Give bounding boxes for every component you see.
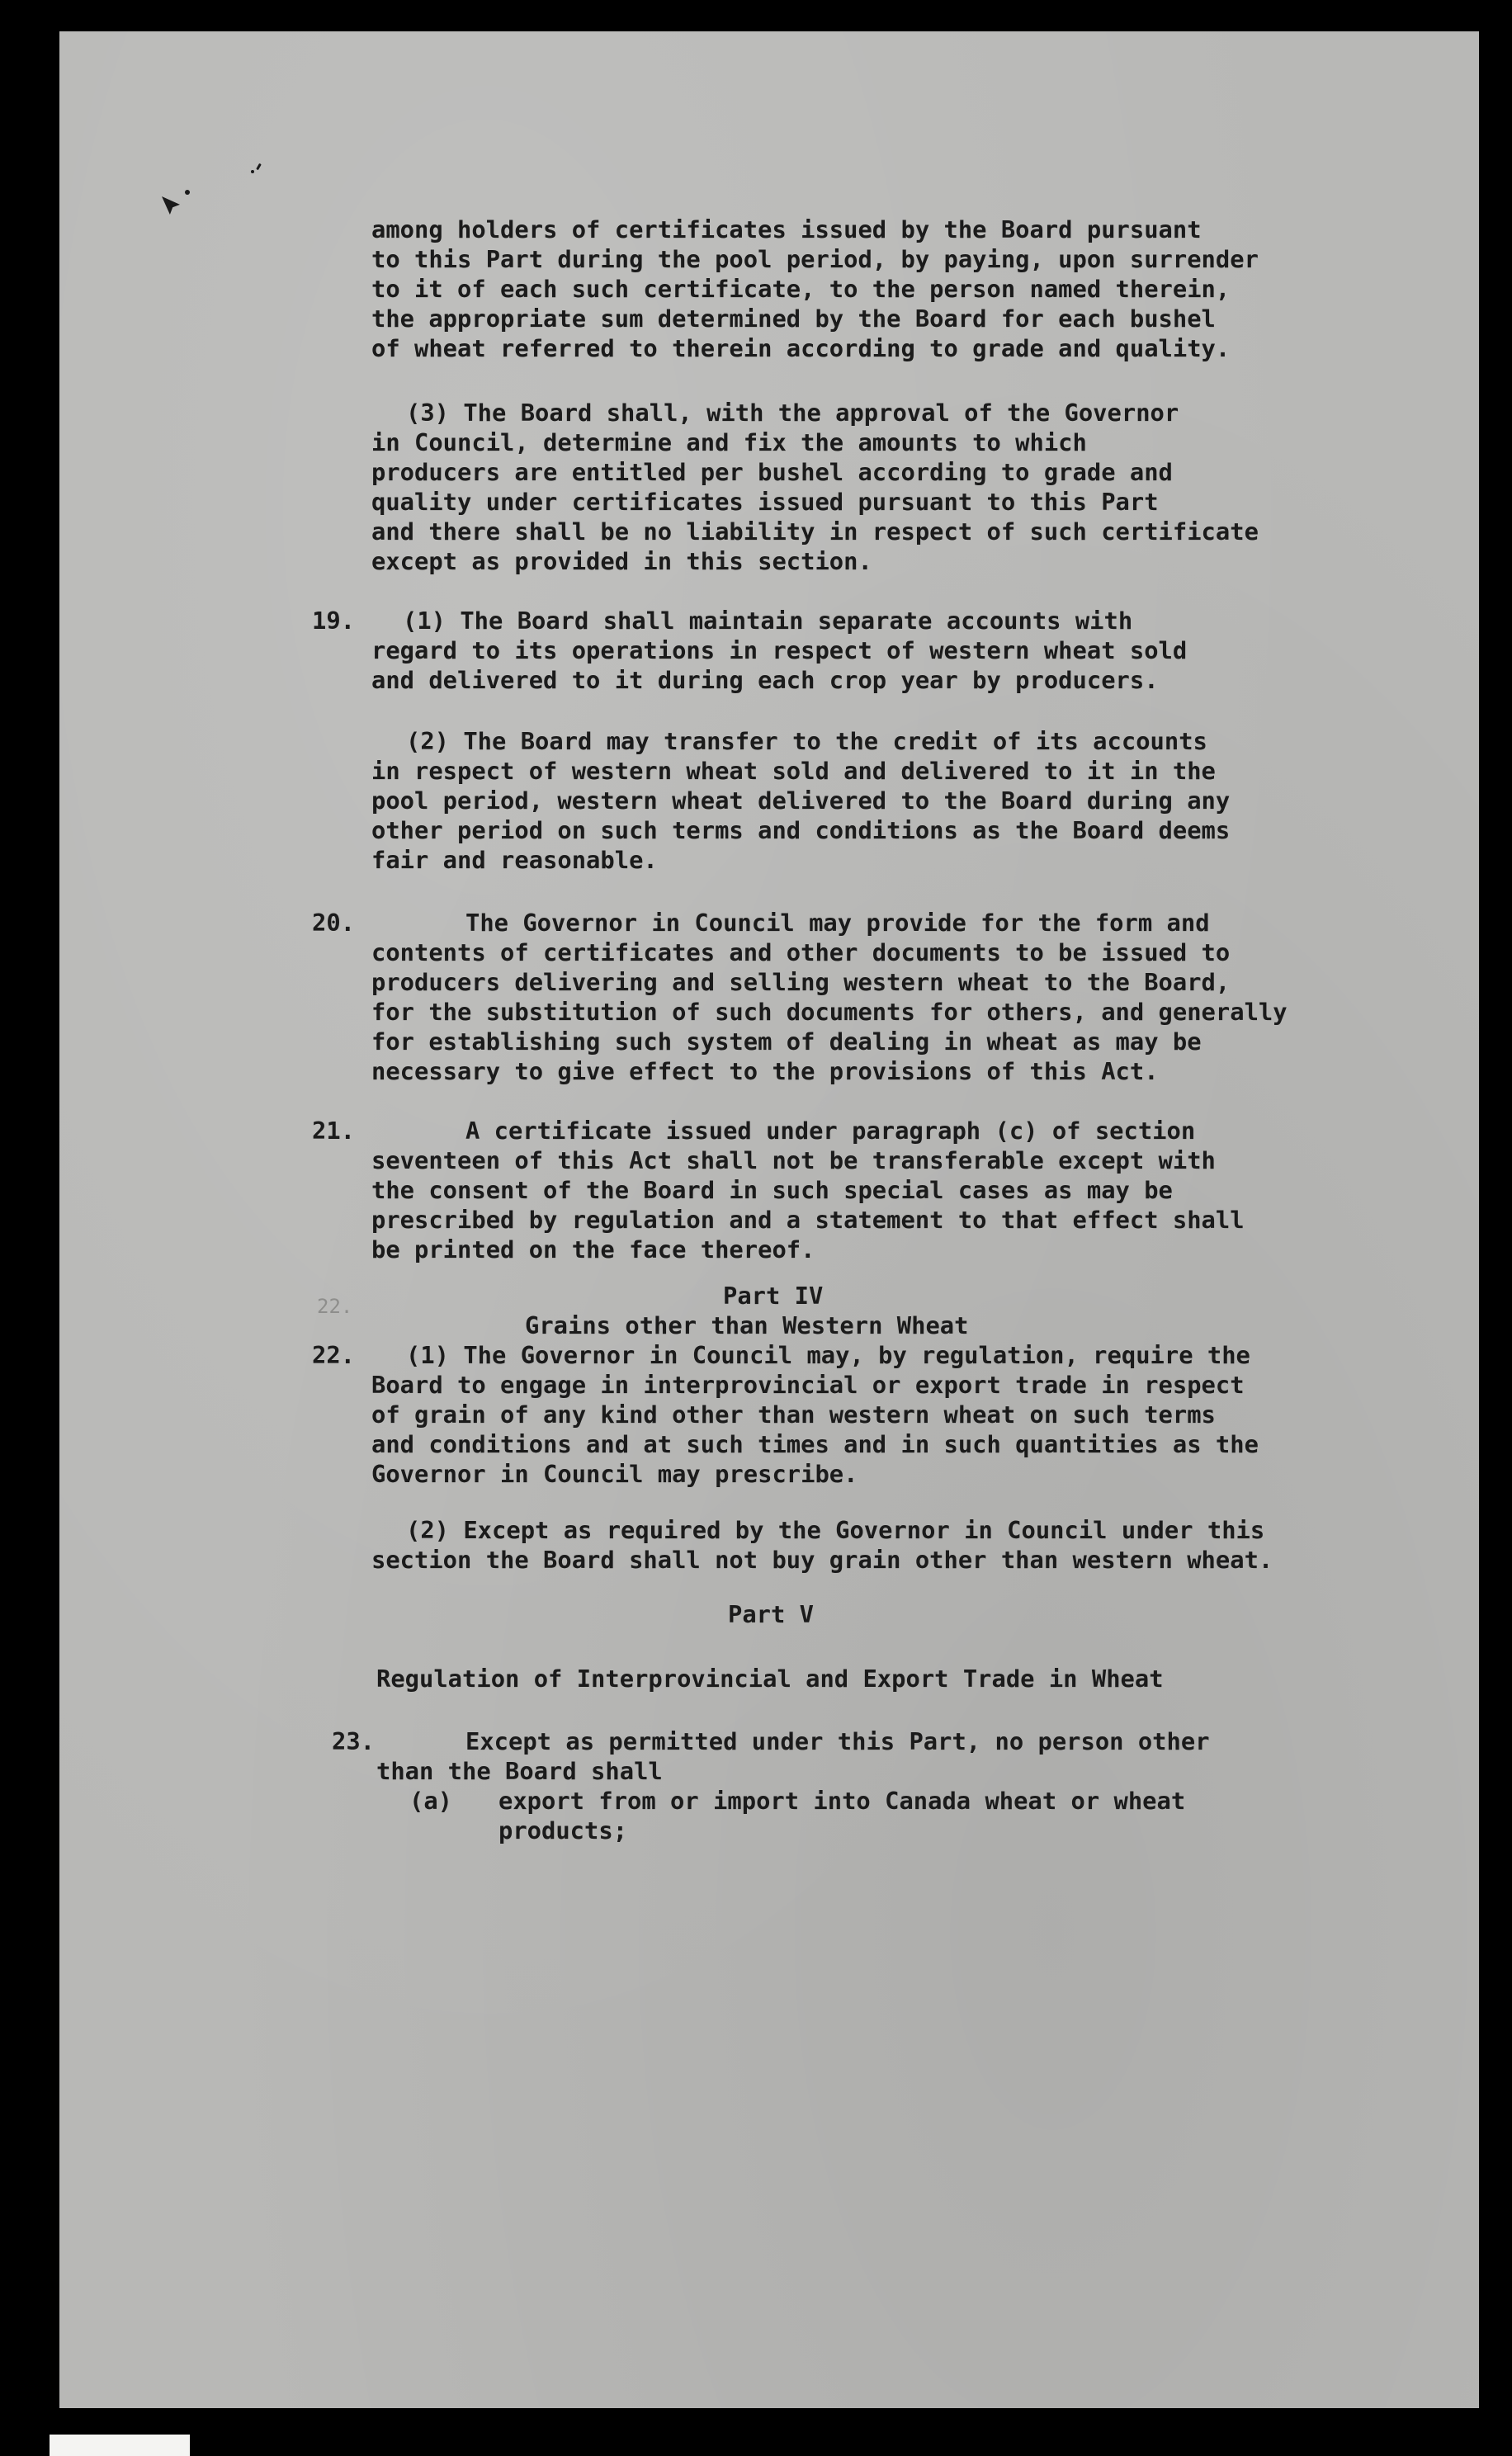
text-line: of wheat referred to therein according to grade and quality.: [371, 334, 1231, 362]
text-line: contents of certificates and other documents to be issued to: [371, 938, 1231, 966]
text-line: pool period, western wheat delivered to the Board during any: [371, 786, 1231, 815]
text-line: products;: [498, 1816, 628, 1844]
scan-speck-icon: [185, 190, 190, 195]
text-line: regard to its operations in respect of western wheat sold: [371, 636, 1188, 664]
text-line: to it of each such certificate, to the person named therein,: [371, 275, 1231, 303]
text-line: Board to engage in interprovincial or export trade in respect: [371, 1371, 1245, 1399]
text-line: for the substitution of such documents for others, and generally: [371, 998, 1288, 1026]
text-line: section the Board shall not buy grain other than western wheat.: [371, 1546, 1273, 1574]
part-subheading: Regulation of Interprovincial and Export Trade in Wheat: [376, 1665, 1164, 1693]
text-line: (1) The Board shall maintain separate accounts with: [403, 607, 1133, 635]
section-number: 19.: [312, 607, 356, 635]
text-line: and conditions and at such times and in such quantities as the: [371, 1430, 1259, 1458]
text-line: to this Part during the pool period, by paying, upon surrender: [371, 245, 1259, 273]
text-line: The Governor in Council may provide for the form and: [465, 909, 1210, 937]
text-line: of grain of any kind other than western wheat on such terms: [371, 1400, 1216, 1429]
text-line: and delivered to it during each crop year by producers.: [371, 666, 1159, 694]
text-line: (2) The Board may transfer to the credit of its accounts: [406, 727, 1207, 755]
text-line: A certificate issued under paragraph (c) of section: [465, 1117, 1196, 1145]
text-line: than the Board shall: [376, 1757, 663, 1785]
text-line: Governor in Council may prescribe.: [371, 1460, 858, 1488]
film-label-tab: [50, 2435, 190, 2456]
scan-mark-icon: [162, 196, 180, 215]
text-line: (3) The Board shall, with the approval of the Governor: [406, 399, 1179, 427]
text-line: and there shall be no liability in respect of such certificate: [371, 517, 1259, 546]
text-line: Except as permitted under this Part, no person other: [465, 1727, 1210, 1755]
scan-speck-icon: [251, 170, 254, 173]
text-line: the appropriate sum determined by the Board for each bushel: [371, 305, 1216, 333]
part-heading: Part IV: [723, 1282, 824, 1310]
text-line: producers delivering and selling western wheat to the Board,: [371, 968, 1231, 996]
item-label: (a): [409, 1787, 453, 1815]
text-line: other period on such terms and conditions as the Board deems: [371, 816, 1231, 844]
text-line: export from or import into Canada wheat or wheat: [498, 1787, 1186, 1815]
part-subheading: Grains other than Western Wheat: [525, 1311, 969, 1339]
text-line: (1) The Governor in Council may, by regulation, require the: [406, 1341, 1250, 1369]
struck-section-number: 22.: [317, 1295, 353, 1318]
section-number: 22.: [312, 1341, 356, 1369]
text-line: necessary to give effect to the provisions of this Act.: [371, 1057, 1159, 1085]
text-line: except as provided in this section.: [371, 547, 872, 575]
text-line: for establishing such system of dealing in wheat as may be: [371, 1027, 1202, 1056]
part-heading: Part V: [728, 1600, 815, 1628]
text-line: (2) Except as required by the Governor in Council under this: [406, 1516, 1265, 1544]
text-line: in respect of western wheat sold and delivered to it in the: [371, 757, 1216, 785]
scan-speck-icon: [256, 163, 262, 170]
text-line: be printed on the face thereof.: [371, 1235, 815, 1263]
text-line: prescribed by regulation and a statement to that effect shall: [371, 1206, 1245, 1234]
text-line: fair and reasonable.: [371, 846, 658, 874]
section-number: 23.: [332, 1727, 376, 1755]
text-line: in Council, determine and fix the amounts to which: [371, 428, 1087, 456]
section-number: 21.: [312, 1117, 356, 1145]
text-line: producers are entitled per bushel according to grade and: [371, 458, 1173, 486]
text-line: quality under certificates issued pursuant to this Part: [371, 488, 1159, 516]
section-number: 20.: [312, 909, 356, 937]
text-line: the consent of the Board in such special cases as may be: [371, 1176, 1173, 1204]
text-line: seventeen of this Act shall not be transferable except with: [371, 1146, 1216, 1174]
text-line: among holders of certificates issued by the Board pursuant: [371, 215, 1202, 243]
